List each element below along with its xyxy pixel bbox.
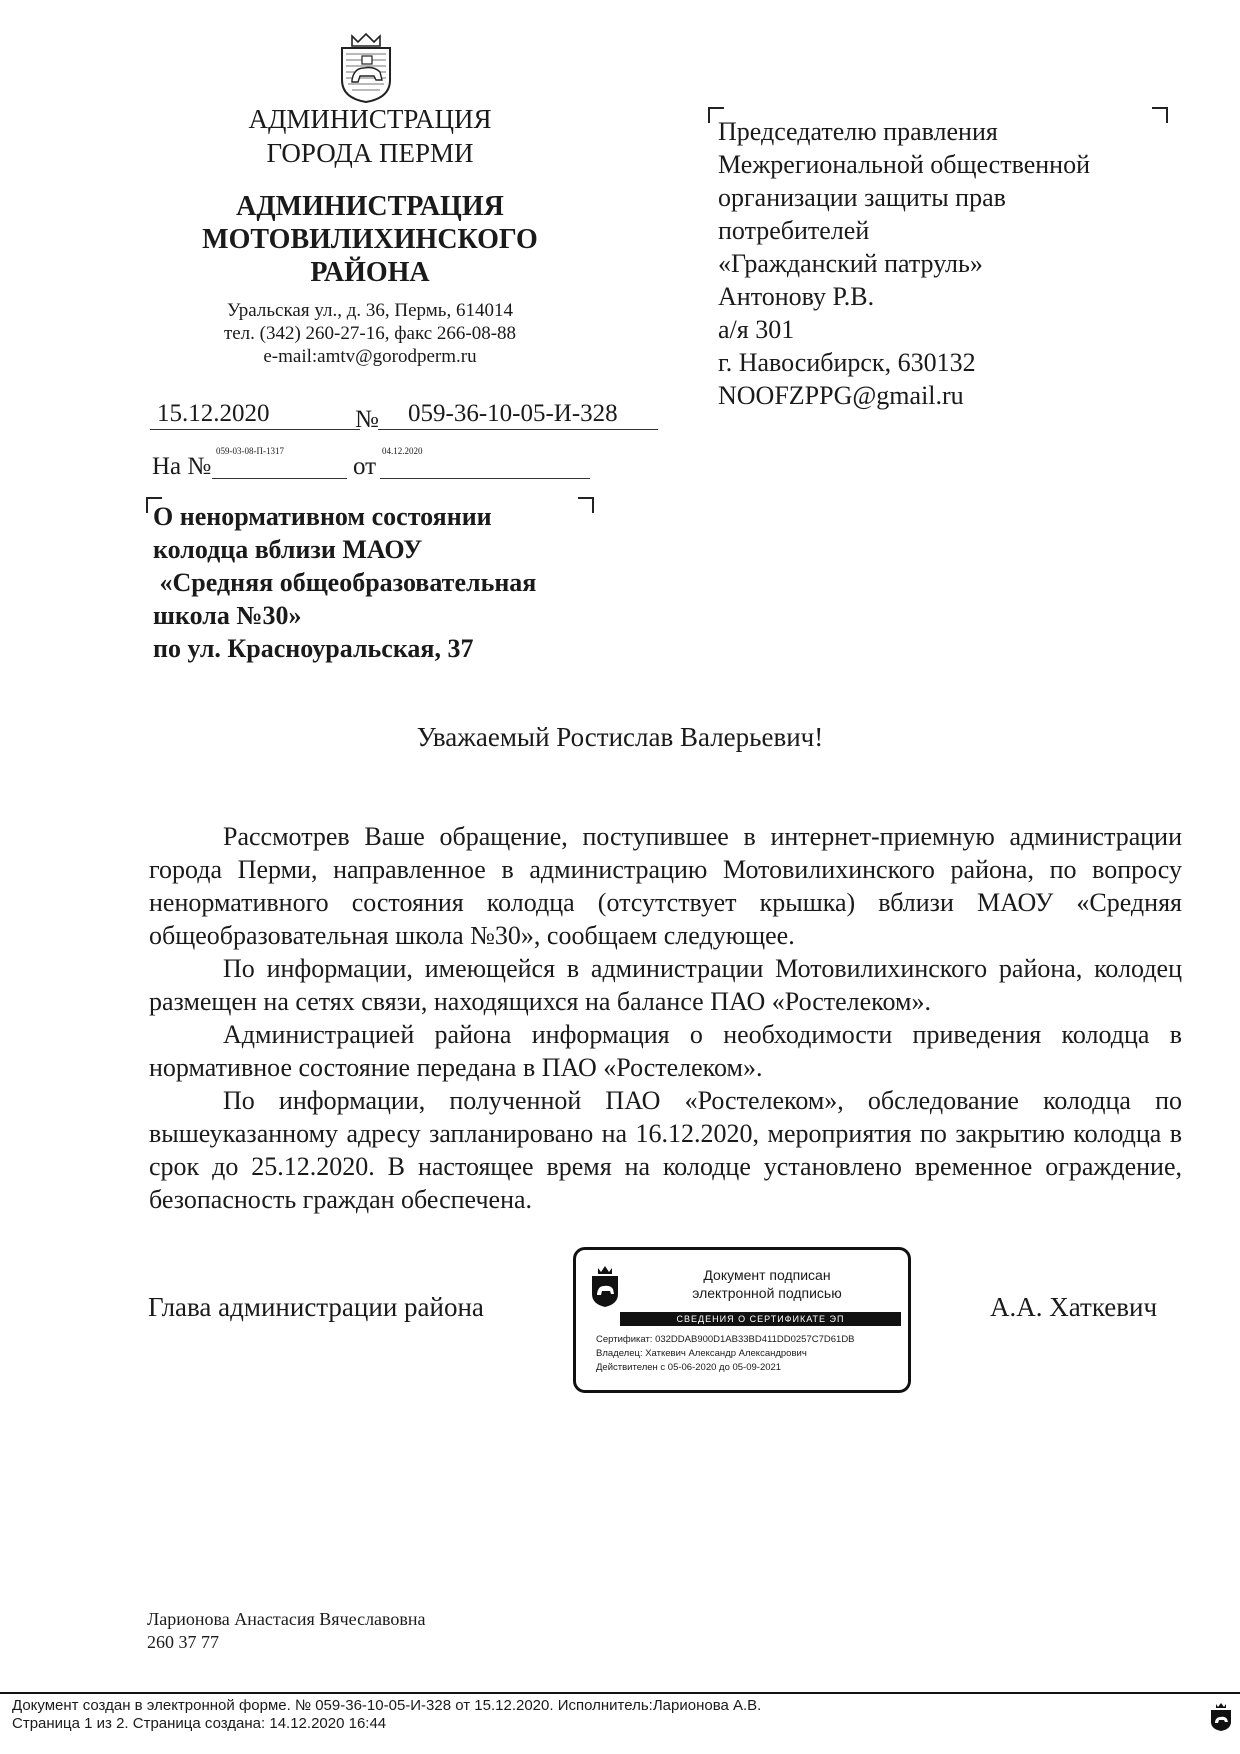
sender-address: Уральская ул., д. 36, Пермь, 614014 [227,300,513,321]
footer-line2: Страница 1 из 2. Страница создана: 14.12.2020 16:44 [12,1715,387,1732]
body-paragraph: По информации, полученной ПАО «Ростелеком», обследование колодца по вышеуказанному адресу запланировано на 16.12.2020, мероприятия по закрытию колодца в срок до 25.12.2020. В настоящее время на колодце установлено временное ограждение, безопасность граждан обеспечена. [149,1086,1182,1214]
subject-line: «Средняя общеобразовательная [153,568,537,597]
recipient-line: «Гражданский патруль» [718,249,983,278]
subject-line: по ул. Красноуральская, 37 [153,634,474,663]
ref-from-label: от [353,453,377,480]
footer-line1: Документ создан в электронной форме. № 059-36-10-05-И-328 от 15.12.2020. Исполнитель:Ларионова А.В. [12,1697,762,1714]
executor-block [147,1608,426,1654]
signatory-name: А.А. Хаткевич [990,1292,1158,1322]
recipient-block [718,115,1188,412]
footer-emblem-icon [1210,1702,1232,1732]
subject-line: школа №30» [153,601,302,630]
subject-block [153,500,633,665]
e-signature-stamp [573,1247,911,1393]
ref-date-line [380,446,590,479]
sub-org-name-line3: РАЙОНА [310,257,430,288]
greeting: Уважаемый Ростислав Валерьевич! [416,722,824,752]
ref-date: 04.12.2020 [382,446,423,456]
org-name-line1: АДМИНИСТРАЦИЯ [248,104,492,134]
stamp-certificate-bar: СВЕДЕНИЯ О СЕРТИФИКАТЕ ЭП [620,1312,901,1326]
letter-number: 059-36-10-05-И-328 [378,399,658,430]
perm-coat-of-arms-icon [338,30,394,104]
body-paragraph: Администрацией района информация о необходимости приведения колодца в нормативное состояние передана в ПАО «Ростелеком». [149,1020,1182,1082]
body-paragraph: По информации, имеющейся в администрации Мотовилихинского района, колодец размещен на сетях связи, находящихся на балансе ПАО «Ростелеком». [149,954,1182,1016]
executor-phone: 260 37 77 [147,1632,219,1652]
org-name-line2: ГОРОДА ПЕРМИ [266,138,474,168]
recipient-line: организации защиты прав [718,183,1006,212]
sub-org-name-line1: АДМИНИСТРАЦИЯ [236,191,504,222]
signatory-title: Глава администрации района [148,1292,484,1322]
letter-date: 15.12.2020 [150,399,360,430]
ref-number: 059-03-08-П-1317 [216,446,284,456]
stamp-valid: Действителен с 05-06-2020 до 05-09-2021 [596,1362,782,1373]
executor-name: Ларионова Анастасия Вячеславовна [147,1609,426,1629]
footer [12,1697,761,1733]
stamp-title-line2: электронной подписью [692,1285,842,1301]
number-label: № [355,406,379,433]
stamp-owner: Владелец: Хаткевич Александр Александрович [596,1348,807,1359]
subject-line: О ненормативном состоянии [153,502,492,531]
recipient-line: а/я 301 [718,315,795,344]
recipient-line: NOOFZPPG@gmail.ru [718,381,964,410]
footer-divider [0,1692,1240,1694]
recipient-line: Председателю правления [718,117,998,146]
perm-krai-emblem-icon [590,1264,620,1308]
ref-label: На № [152,453,212,480]
ref-number-line [212,446,347,479]
stamp-title [632,1266,902,1302]
subject-line: колодца вблизи МАОУ [153,535,423,564]
stamp-certificate: Сертификат: 032DDAB900D1AB33BD411DD0257C7D61DB [596,1334,855,1345]
body-paragraph: Рассмотрев Ваше обращение, поступившее в интернет-приемную администрации города Перми, направленное в администрацию Мотовилихинского района, по вопросу ненормативного состояния колодца (отсутствует крышка) вблизи МАОУ «Средняя общеобразовательная школа №30», сообщаем следующее. [149,822,1182,950]
sender-email: e-mail:amtv@gorodperm.ru [263,346,477,367]
sender-phone: тел. (342) 260-27-16, факс 266-08-88 [223,323,517,344]
letter-body [149,820,1182,1216]
stamp-title-line1: Документ подписан [703,1267,831,1283]
recipient-line: Межрегиональной общественной [718,150,1090,179]
sub-org-name-line2: МОТОВИЛИХИНСКОГО [202,224,538,255]
recipient-line: потребителей [718,216,870,245]
recipient-line: г. Навосибирск, 630132 [718,348,976,377]
recipient-line: Антонову Р.В. [718,282,875,311]
